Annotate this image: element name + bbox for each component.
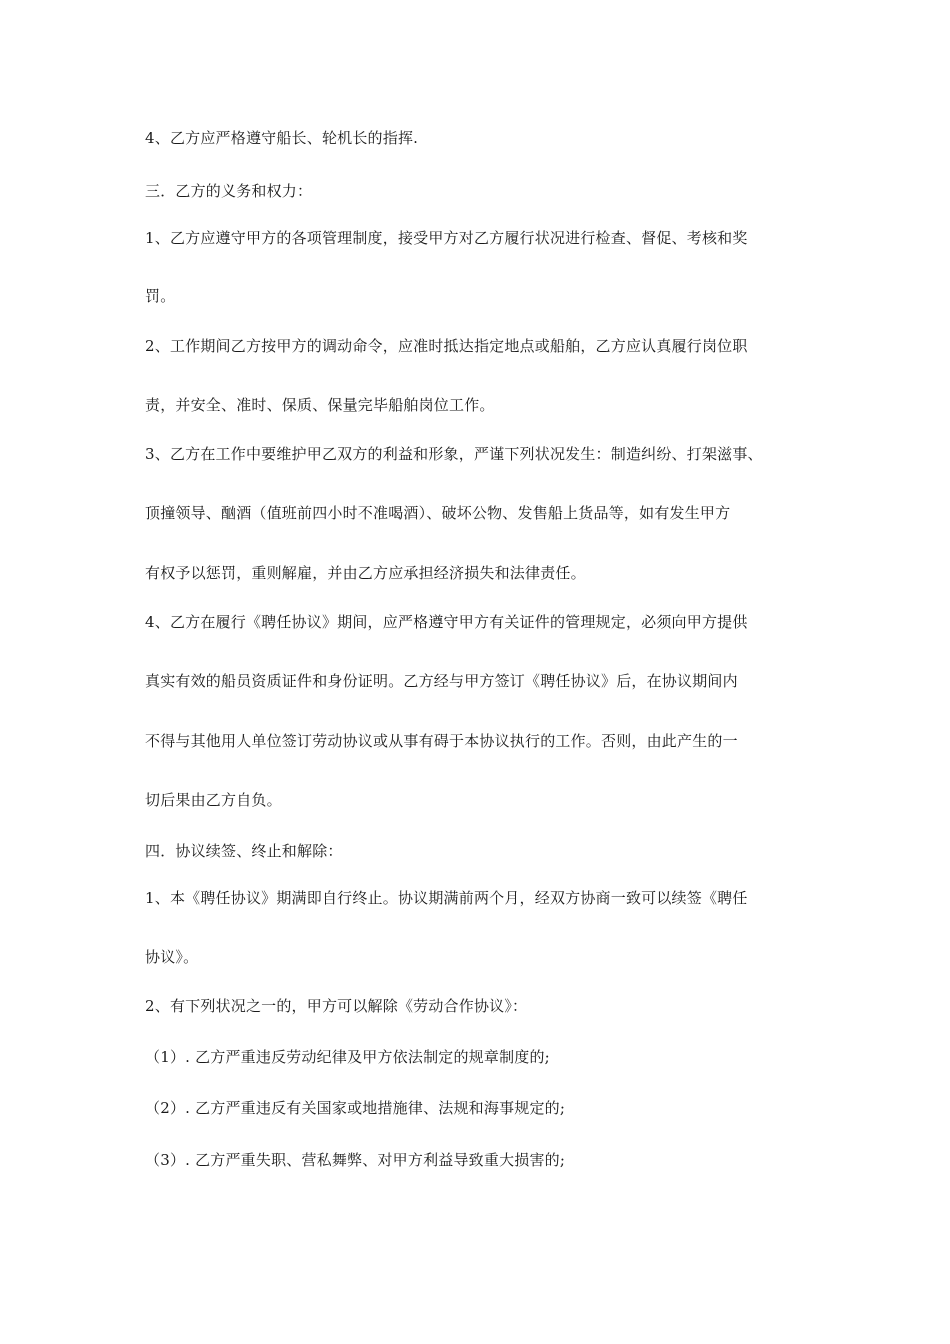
- clause-4-1-line-1: 1、本《聘任协议》期满即自行终止。协议期满前两个月，经双方协商一致可以续签《聘任: [145, 889, 748, 907]
- clause-4-2-item-2: （2）. 乙方严重违反有关国家或地措施律、法规和海事规定的;: [145, 1099, 566, 1117]
- clause-3-2-line-2: 责，并安全、准时、保质、保量完毕船舶岗位工作。: [145, 396, 495, 414]
- clause-3-4-line-2: 真实有效的船员资质证件和身份证明。乙方经与甲方签订《聘任协议》后，在协议期间内: [145, 672, 738, 690]
- clause-4-2: 2、有下列状况之一的，甲方可以解除《劳动合作协议》：: [145, 997, 528, 1015]
- clause-3-3-line-2: 顶撞领导、酗酒（值班前四小时不准喝酒）、破坏公物、发售船上货品等，如有发生甲方: [145, 504, 731, 522]
- clause-2-4: 4、乙方应严格遵守船长、轮机长的指挥.: [145, 129, 419, 147]
- clause-3-3-line-3: 有权予以惩罚，重则解雇，并由乙方应承担经济损失和法律责任。: [145, 564, 586, 582]
- clause-3-1-line-2: 罚。: [145, 287, 176, 305]
- clause-3-2-line-1: 2、工作期间乙方按甲方的调动命令，应准时抵达指定地点或船舶，乙方应认真履行岗位职: [145, 337, 748, 355]
- clause-3-1-line-1: 1、乙方应遵守甲方的各项管理制度，接受甲方对乙方履行状况进行检查、督促、考核和奖: [145, 229, 748, 247]
- clause-4-1-line-2: 协议》。: [145, 948, 199, 966]
- section-4-heading: 四．协议续签、终止和解除：: [145, 842, 343, 860]
- section-3-heading: 三．乙方的义务和权力：: [145, 182, 313, 200]
- clause-3-4-line-4: 切后果由乙方自负。: [145, 791, 282, 809]
- clause-3-3-line-1: 3、乙方在工作中要维护甲乙双方的利益和形象，严谨下列状况发生：制造纠纷、打架滋事、: [145, 445, 763, 463]
- clause-3-4-line-1: 4、乙方在履行《聘任协议》期间，应严格遵守甲方有关证件的管理规定，必须向甲方提供: [145, 613, 748, 631]
- clause-4-2-item-3: （3）. 乙方严重失职、营私舞弊、对甲方利益导致重大损害的;: [145, 1151, 566, 1169]
- clause-3-4-line-3: 不得与其他用人单位签订劳动协议或从事有碍于本协议执行的工作。否则，由此产生的一: [145, 732, 738, 750]
- clause-4-2-item-1: （1）. 乙方严重违反劳动纪律及甲方依法制定的规章制度的;: [145, 1048, 550, 1066]
